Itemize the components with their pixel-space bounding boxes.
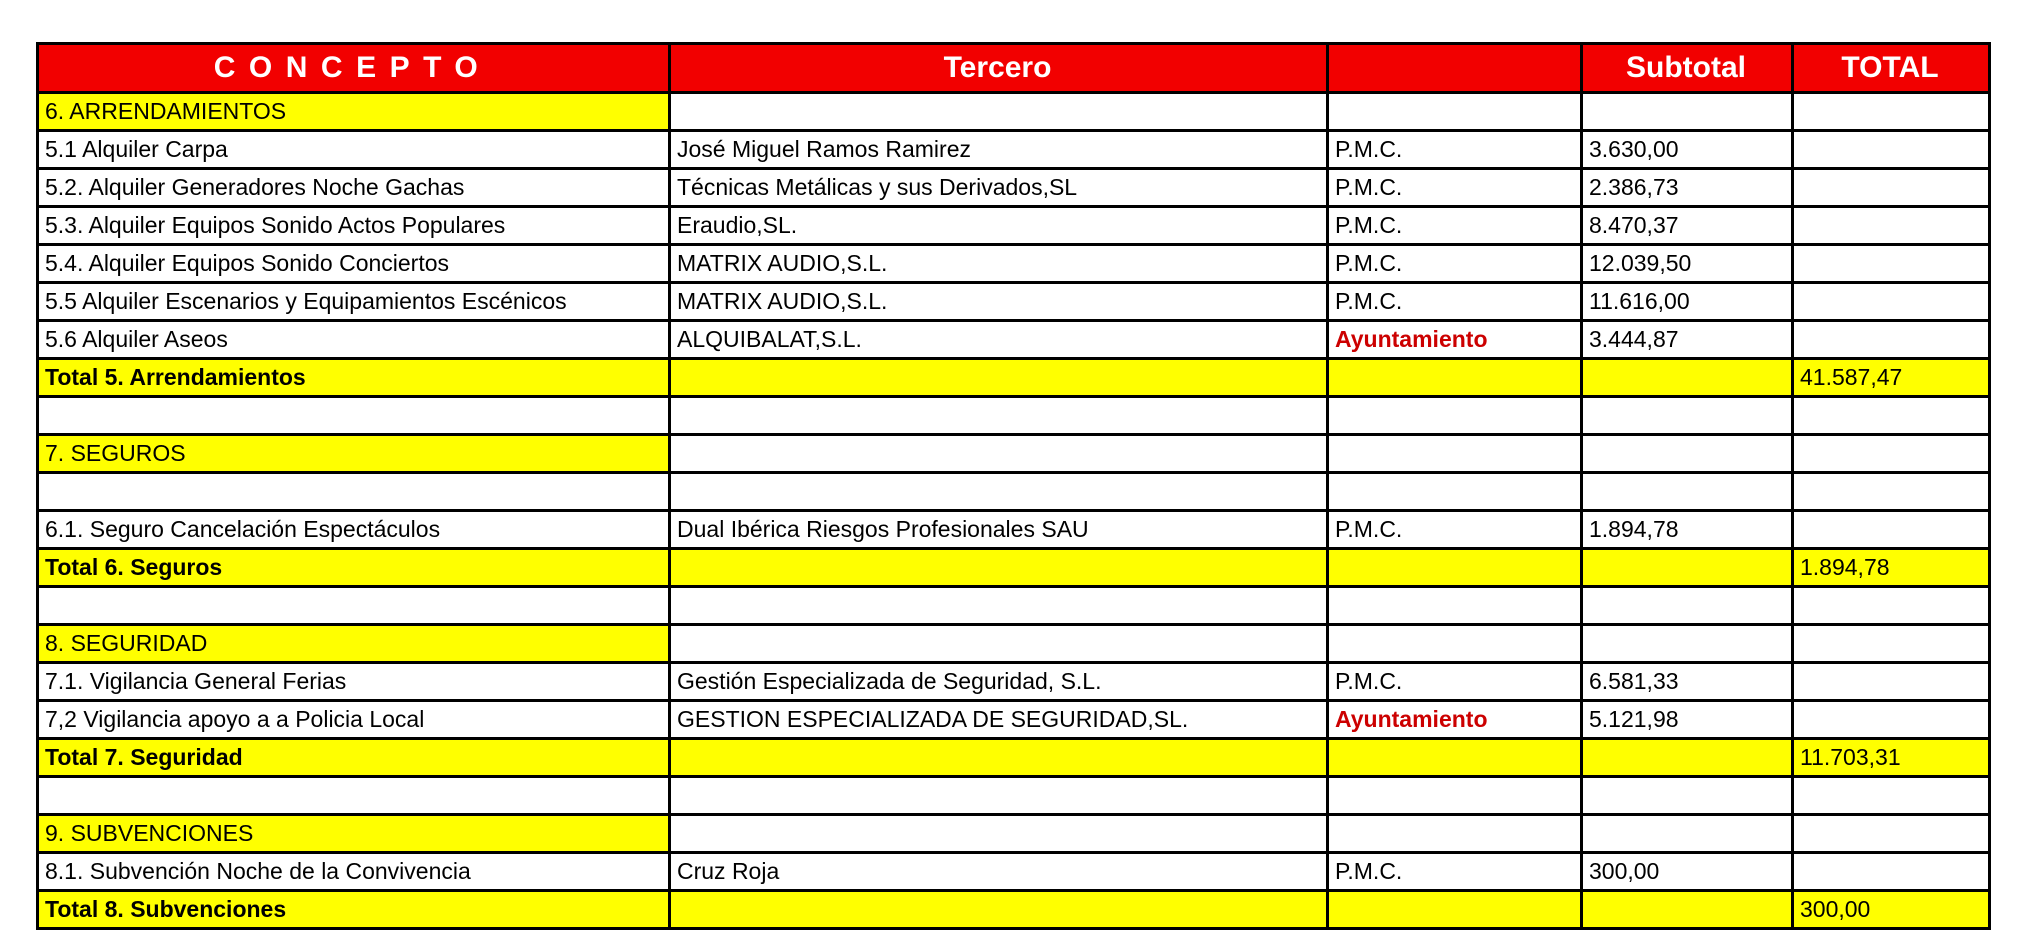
total-cell bbox=[1793, 169, 1990, 207]
total-row bbox=[38, 739, 1990, 777]
tercero-cell bbox=[670, 815, 1328, 853]
total-cell bbox=[1793, 321, 1990, 359]
blank-row bbox=[38, 587, 1990, 625]
total-label-cell: Total 6. Seguros bbox=[38, 549, 670, 587]
data-row bbox=[38, 511, 1990, 549]
column-header-concepto: CONCEPTO bbox=[38, 44, 670, 93]
concepto-cell: 5.3. Alquiler Equipos Sonido Actos Populares bbox=[38, 207, 670, 245]
section-title-cell: 8. SEGURIDAD bbox=[38, 625, 670, 663]
data-row bbox=[38, 663, 1990, 701]
subtotal-cell bbox=[1582, 815, 1793, 853]
data-row bbox=[38, 283, 1990, 321]
funder-cell bbox=[1328, 473, 1582, 511]
funder-cell bbox=[1328, 777, 1582, 815]
section-row bbox=[38, 625, 1990, 663]
concepto-cell: 7.1. Vigilancia General Ferias bbox=[38, 663, 670, 701]
funder-cell bbox=[1328, 815, 1582, 853]
funder-cell: Ayuntamiento bbox=[1328, 321, 1582, 359]
data-row bbox=[38, 169, 1990, 207]
funder-cell bbox=[1328, 549, 1582, 587]
tercero-cell bbox=[670, 739, 1328, 777]
total-value-cell: 41.587,47 bbox=[1793, 359, 1990, 397]
tercero-cell: Eraudio,SL. bbox=[670, 207, 1328, 245]
total-cell bbox=[1793, 511, 1990, 549]
subtotal-cell: 2.386,73 bbox=[1582, 169, 1793, 207]
subtotal-cell bbox=[1582, 397, 1793, 435]
column-header-total: TOTAL bbox=[1793, 44, 1990, 93]
funder-cell: P.M.C. bbox=[1328, 853, 1582, 891]
funder-cell: P.M.C. bbox=[1328, 169, 1582, 207]
total-label-cell: Total 8. Subvenciones bbox=[38, 891, 670, 929]
data-row bbox=[38, 701, 1990, 739]
funder-cell bbox=[1328, 93, 1582, 131]
subtotal-cell: 300,00 bbox=[1582, 853, 1793, 891]
concepto-cell: 8.1. Subvención Noche de la Convivencia bbox=[38, 853, 670, 891]
total-row bbox=[38, 891, 1990, 929]
tercero-cell: Técnicas Metálicas y sus Derivados,SL bbox=[670, 169, 1328, 207]
header-row bbox=[38, 44, 1990, 93]
total-cell bbox=[1793, 93, 1990, 131]
funder-cell: P.M.C. bbox=[1328, 131, 1582, 169]
funder-cell: P.M.C. bbox=[1328, 511, 1582, 549]
tercero-cell bbox=[670, 587, 1328, 625]
subtotal-cell bbox=[1582, 435, 1793, 473]
subtotal-cell: 5.121,98 bbox=[1582, 701, 1793, 739]
funder-cell: P.M.C. bbox=[1328, 283, 1582, 321]
concepto-cell: 5.2. Alquiler Generadores Noche Gachas bbox=[38, 169, 670, 207]
tercero-cell: MATRIX AUDIO,S.L. bbox=[670, 283, 1328, 321]
subtotal-cell bbox=[1582, 739, 1793, 777]
subtotal-cell: 3.444,87 bbox=[1582, 321, 1793, 359]
concepto-cell bbox=[38, 777, 670, 815]
tercero-cell bbox=[670, 549, 1328, 587]
funder-cell bbox=[1328, 435, 1582, 473]
total-value-cell: 11.703,31 bbox=[1793, 739, 1990, 777]
total-label-cell: Total 7. Seguridad bbox=[38, 739, 670, 777]
subtotal-cell: 8.470,37 bbox=[1582, 207, 1793, 245]
data-row bbox=[38, 321, 1990, 359]
total-value-cell: 300,00 bbox=[1793, 891, 1990, 929]
funder-cell: Ayuntamiento bbox=[1328, 701, 1582, 739]
total-cell bbox=[1793, 397, 1990, 435]
funder-cell bbox=[1328, 397, 1582, 435]
total-label-cell: Total 5. Arrendamientos bbox=[38, 359, 670, 397]
concepto-cell: 5.6 Alquiler Aseos bbox=[38, 321, 670, 359]
concepto-cell: 5.4. Alquiler Equipos Sonido Conciertos bbox=[38, 245, 670, 283]
column-header-tercero: Tercero bbox=[670, 44, 1328, 93]
funder-cell: P.M.C. bbox=[1328, 245, 1582, 283]
total-cell bbox=[1793, 131, 1990, 169]
funder-cell: P.M.C. bbox=[1328, 663, 1582, 701]
budget-table-body bbox=[38, 93, 1990, 929]
funder-cell bbox=[1328, 739, 1582, 777]
tercero-cell: Gestión Especializada de Seguridad, S.L. bbox=[670, 663, 1328, 701]
concepto-cell: 5.1 Alquiler Carpa bbox=[38, 131, 670, 169]
column-header-funder bbox=[1328, 44, 1582, 93]
subtotal-cell: 12.039,50 bbox=[1582, 245, 1793, 283]
data-row bbox=[38, 207, 1990, 245]
subtotal-cell: 3.630,00 bbox=[1582, 131, 1793, 169]
section-title-cell: 6. ARRENDAMIENTOS bbox=[38, 93, 670, 131]
tercero-cell bbox=[670, 625, 1328, 663]
tercero-cell bbox=[670, 473, 1328, 511]
tercero-cell: MATRIX AUDIO,S.L. bbox=[670, 245, 1328, 283]
total-cell bbox=[1793, 245, 1990, 283]
data-row bbox=[38, 131, 1990, 169]
budget-table bbox=[36, 42, 1991, 930]
funder-cell bbox=[1328, 891, 1582, 929]
tercero-cell: José Miguel Ramos Ramirez bbox=[670, 131, 1328, 169]
funder-cell bbox=[1328, 587, 1582, 625]
section-title-cell: 9. SUBVENCIONES bbox=[38, 815, 670, 853]
blank-row bbox=[38, 397, 1990, 435]
section-title-cell: 7. SEGUROS bbox=[38, 435, 670, 473]
funder-cell: P.M.C. bbox=[1328, 207, 1582, 245]
subtotal-cell: 6.581,33 bbox=[1582, 663, 1793, 701]
subtotal-cell bbox=[1582, 93, 1793, 131]
subtotal-cell bbox=[1582, 777, 1793, 815]
total-row bbox=[38, 549, 1990, 587]
concepto-cell: 6.1. Seguro Cancelación Espectáculos bbox=[38, 511, 670, 549]
total-cell bbox=[1793, 435, 1990, 473]
subtotal-cell: 1.894,78 bbox=[1582, 511, 1793, 549]
tercero-cell: Dual Ibérica Riesgos Profesionales SAU bbox=[670, 511, 1328, 549]
section-row bbox=[38, 93, 1990, 131]
subtotal-cell bbox=[1582, 549, 1793, 587]
concepto-cell bbox=[38, 587, 670, 625]
section-row bbox=[38, 435, 1990, 473]
total-cell bbox=[1793, 777, 1990, 815]
total-cell bbox=[1793, 283, 1990, 321]
tercero-cell: Cruz Roja bbox=[670, 853, 1328, 891]
total-cell bbox=[1793, 625, 1990, 663]
funder-cell bbox=[1328, 359, 1582, 397]
concepto-cell: 7,2 Vigilancia apoyo a a Policia Local bbox=[38, 701, 670, 739]
concepto-cell: 5.5 Alquiler Escenarios y Equipamientos Escénicos bbox=[38, 283, 670, 321]
subtotal-cell bbox=[1582, 587, 1793, 625]
tercero-cell: ALQUIBALAT,S.L. bbox=[670, 321, 1328, 359]
total-cell bbox=[1793, 473, 1990, 511]
total-value-cell: 1.894,78 bbox=[1793, 549, 1990, 587]
total-cell bbox=[1793, 815, 1990, 853]
tercero-cell bbox=[670, 397, 1328, 435]
section-row bbox=[38, 815, 1990, 853]
total-cell bbox=[1793, 207, 1990, 245]
funder-cell bbox=[1328, 625, 1582, 663]
concepto-cell bbox=[38, 397, 670, 435]
column-header-subtotal: Subtotal bbox=[1582, 44, 1793, 93]
subtotal-cell bbox=[1582, 473, 1793, 511]
subtotal-cell bbox=[1582, 625, 1793, 663]
subtotal-cell: 11.616,00 bbox=[1582, 283, 1793, 321]
total-row bbox=[38, 359, 1990, 397]
blank-row bbox=[38, 777, 1990, 815]
total-cell bbox=[1793, 663, 1990, 701]
total-cell bbox=[1793, 587, 1990, 625]
concepto-cell bbox=[38, 473, 670, 511]
tercero-cell bbox=[670, 359, 1328, 397]
subtotal-cell bbox=[1582, 359, 1793, 397]
total-cell bbox=[1793, 701, 1990, 739]
tercero-cell bbox=[670, 93, 1328, 131]
tercero-cell bbox=[670, 891, 1328, 929]
tercero-cell: GESTION ESPECIALIZADA DE SEGURIDAD,SL. bbox=[670, 701, 1328, 739]
data-row bbox=[38, 245, 1990, 283]
data-row bbox=[38, 853, 1990, 891]
tercero-cell bbox=[670, 777, 1328, 815]
total-cell bbox=[1793, 853, 1990, 891]
tercero-cell bbox=[670, 435, 1328, 473]
blank-row bbox=[38, 473, 1990, 511]
subtotal-cell bbox=[1582, 891, 1793, 929]
